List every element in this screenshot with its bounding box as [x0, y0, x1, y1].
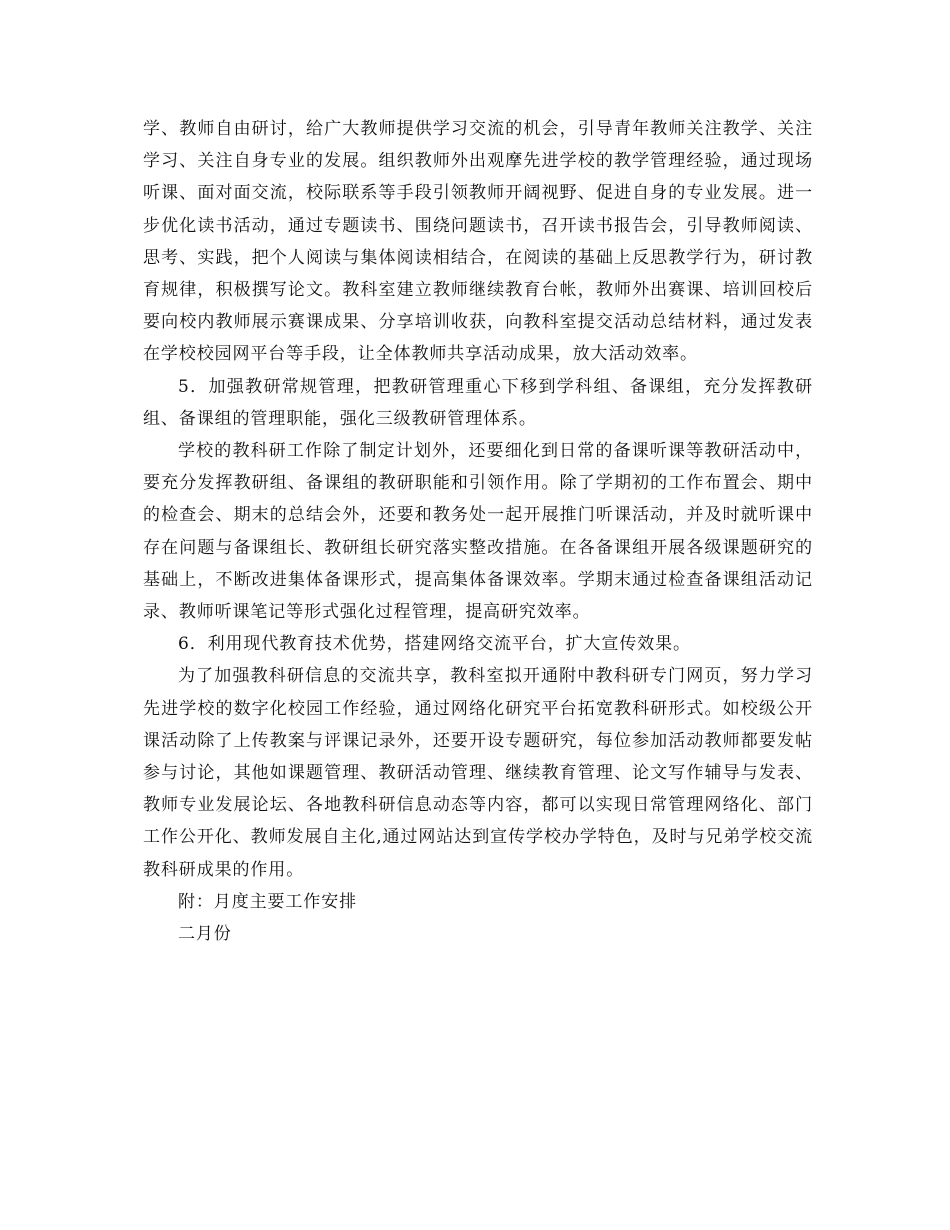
- month-heading: 二月份: [178, 924, 232, 945]
- paragraph-item-6-heading: 6．利用现代教育技术优势，搭建网络交流平台，扩大宣传效果。: [178, 634, 691, 655]
- document-page: [143, 113, 813, 950]
- paragraph-item-5-body: 学校的教科研工作除了制定计划外，还要细化到日常的备课听课等教研活动中，要充分发挥教研组、备课组的教研职能和引领作用。除了学期初的工作布置会、期中的检查会、期末的总结会外，还要和教务处一起开展推门听课活动，并及时就听课中存在问题与备课组长、教研组长研究落实整改措施。在各备课组开展各级课题研究的基础上，不断改进集体备课形式，提高集体备课效率。学期末通过检查备课组活动记录、教师听课笔记等形式强化过程管理，提高研究效率。: [143, 441, 813, 623]
- appendix-heading: 附：月度主要工作安排: [178, 891, 357, 912]
- paragraph-teacher-research: 学、教师自由研讨，给广大教师提供学习交流的机会，引导青年教师关注教学、关注学习、关注自身专业的发展。组织教师外出观摩先进学校的教学管理经验，通过现场听课、面对面交流，校际联系等手段引领教师开阔视野、促进自身的专业发展。进一步优化读书活动，通过专题读书、围绕问题读书，召开读书报告会，引导教师阅读、思考、实践，把个人阅读与集体阅读相结合，在阅读的基础上反思教学行为，研讨教育规律，积极撰写论文。教科室建立教师继续教育台帐，教师外出赛课、培训回校后要向校内教师展示赛课成果、分享培训收获，向教科室提交活动总结材料，通过发表在学校校园网平台等手段，让全体教师共享活动成果，放大活动效率。: [143, 119, 813, 365]
- paragraph-item-5-heading: 5．加强教研常规管理，把教研管理重心下移到学科组、备课组，充分发挥教研组、备课组的管理职能，强化三级教研管理体系。: [143, 376, 813, 429]
- paragraph-item-6-body: 为了加强教科研信息的交流共享，教科室拟开通附中教科研专门网页，努力学习先进学校的数字化校园工作经验，通过网络化研究平台拓宽教科研形式。如校级公开课活动除了上传教案与评课记录外，还要开设专题研究，每位参加活动教师都要发帖参与讨论，其他如课题管理、教研活动管理、继续教育管理、论文写作辅导与发表、教师专业发展论坛、各地教科研信息动态等内容，都可以实现日常管理网络化、部门工作公开化、教师发展自主化,通过网站达到宣传学校办学特色，及时与兄弟学校交流教科研成果的作用。: [143, 666, 813, 880]
